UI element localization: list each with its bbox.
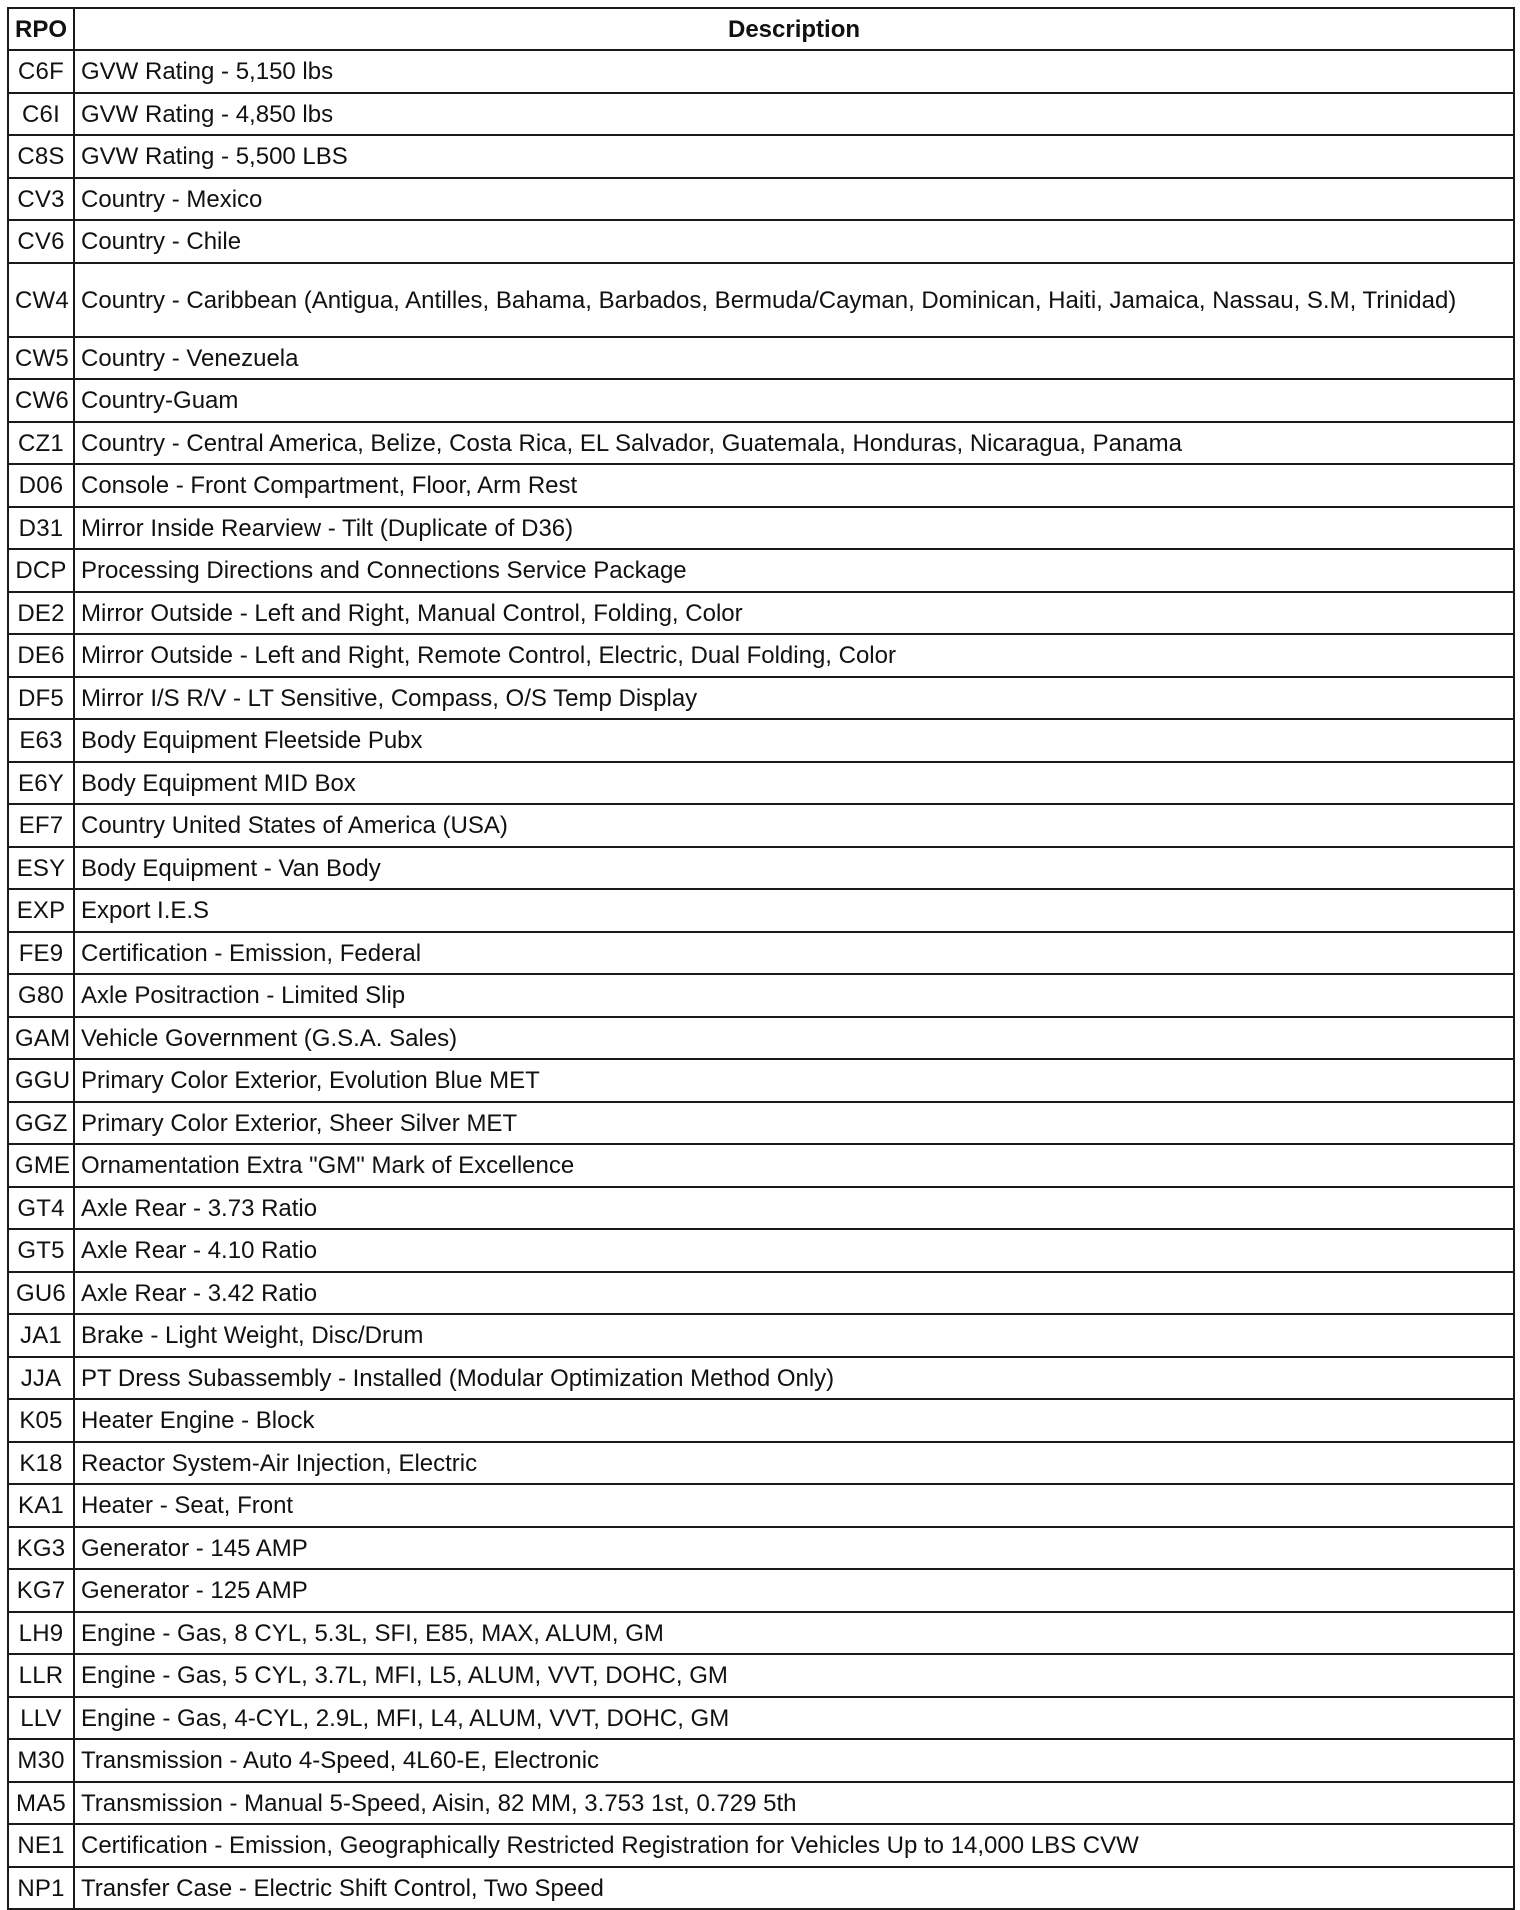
description-cell: Ornamentation Extra "GM" Mark of Excellence (74, 1144, 1514, 1187)
rpo-code-cell: FE9 (8, 932, 74, 975)
table-row (8, 1442, 1514, 1485)
description-cell: Engine - Gas, 8 CYL, 5.3L, SFI, E85, MAX, ALUM, GM (74, 1612, 1514, 1655)
rpo-code-cell: GGZ (8, 1102, 74, 1145)
description-cell: Country - Central America, Belize, Costa Rica, EL Salvador, Guatemala, Honduras, Nicaragua, Panama (74, 422, 1514, 465)
rpo-code-cell: M30 (8, 1739, 74, 1782)
description-cell: Transmission - Auto 4-Speed, 4L60-E, Electronic (74, 1739, 1514, 1782)
rpo-code-cell: K18 (8, 1442, 74, 1485)
rpo-code-cell: GGU (8, 1059, 74, 1102)
description-cell: Country - Chile (74, 220, 1514, 263)
rpo-code-cell: JJA (8, 1357, 74, 1400)
table-row (8, 178, 1514, 221)
description-cell: Body Equipment MID Box (74, 762, 1514, 805)
description-cell: Mirror Outside - Left and Right, Manual Control, Folding, Color (74, 592, 1514, 635)
description-cell: Transfer Case - Electric Shift Control, Two Speed (74, 1867, 1514, 1910)
rpo-code-cell: KG7 (8, 1569, 74, 1612)
description-cell: Engine - Gas, 5 CYL, 3.7L, MFI, L5, ALUM, VVT, DOHC, GM (74, 1654, 1514, 1697)
rpo-code-cell: G80 (8, 974, 74, 1017)
rpo-code-cell: D06 (8, 464, 74, 507)
rpo-code-cell: E63 (8, 719, 74, 762)
rpo-code-cell: C6I (8, 93, 74, 136)
table-row (8, 847, 1514, 890)
table-row (8, 220, 1514, 263)
rpo-code-cell: K05 (8, 1399, 74, 1442)
rpo-code-cell: GAM (8, 1017, 74, 1060)
description-cell: Engine - Gas, 4-CYL, 2.9L, MFI, L4, ALUM, VVT, DOHC, GM (74, 1697, 1514, 1740)
table-row (8, 1144, 1514, 1187)
table-row (8, 1314, 1514, 1357)
rpo-code-cell: CV3 (8, 178, 74, 221)
rpo-code-cell: DCP (8, 549, 74, 592)
description-cell: GVW Rating - 5,500 LBS (74, 135, 1514, 178)
table-row (8, 634, 1514, 677)
table-row (8, 379, 1514, 422)
rpo-code-cell: KG3 (8, 1527, 74, 1570)
table-row (8, 1569, 1514, 1612)
description-cell: Body Equipment - Van Body (74, 847, 1514, 890)
table-row (8, 549, 1514, 592)
rpo-code-cell: E6Y (8, 762, 74, 805)
rpo-code-cell: EF7 (8, 804, 74, 847)
rpo-code-cell: GT5 (8, 1229, 74, 1272)
description-cell: Primary Color Exterior, Evolution Blue MET (74, 1059, 1514, 1102)
table-row (8, 1399, 1514, 1442)
rpo-code-cell: LH9 (8, 1612, 74, 1655)
table-row (8, 1867, 1514, 1910)
rpo-table (7, 7, 1515, 1910)
description-cell: PT Dress Subassembly - Installed (Modular Optimization Method Only) (74, 1357, 1514, 1400)
rpo-code-cell: NE1 (8, 1824, 74, 1867)
table-row (8, 135, 1514, 178)
table-row (8, 1612, 1514, 1655)
description-cell: Primary Color Exterior, Sheer Silver MET (74, 1102, 1514, 1145)
rpo-code-cell: DE6 (8, 634, 74, 677)
rpo-code-cell: D31 (8, 507, 74, 550)
table-row (8, 1102, 1514, 1145)
table-row (8, 889, 1514, 932)
description-cell: Transmission - Manual 5-Speed, Aisin, 82 MM, 3.753 1st, 0.729 5th (74, 1782, 1514, 1825)
header-row (8, 8, 1514, 50)
rpo-code-cell: CZ1 (8, 422, 74, 465)
rpo-code-cell: LLV (8, 1697, 74, 1740)
rpo-code-sheet (7, 7, 1513, 1910)
description-cell: Brake - Light Weight, Disc/Drum (74, 1314, 1514, 1357)
description-cell: Reactor System-Air Injection, Electric (74, 1442, 1514, 1485)
rpo-code-cell: CW5 (8, 337, 74, 380)
column-header-rpo: RPO (8, 8, 74, 50)
description-cell: Console - Front Compartment, Floor, Arm Rest (74, 464, 1514, 507)
table-row (8, 464, 1514, 507)
description-cell: Mirror Outside - Left and Right, Remote Control, Electric, Dual Folding, Color (74, 634, 1514, 677)
rpo-code-cell: GU6 (8, 1272, 74, 1315)
table-row (8, 1357, 1514, 1400)
description-cell: Body Equipment Fleetside Pubx (74, 719, 1514, 762)
rpo-code-cell: C8S (8, 135, 74, 178)
description-cell: Vehicle Government (G.S.A. Sales) (74, 1017, 1514, 1060)
description-cell: Heater - Seat, Front (74, 1484, 1514, 1527)
description-cell: Processing Directions and Connections Service Package (74, 549, 1514, 592)
description-cell: Axle Rear - 3.42 Ratio (74, 1272, 1514, 1315)
description-cell: Generator - 125 AMP (74, 1569, 1514, 1612)
table-row (8, 932, 1514, 975)
description-cell: Certification - Emission, Federal (74, 932, 1514, 975)
rpo-code-cell: MA5 (8, 1782, 74, 1825)
table-row (8, 50, 1514, 93)
table-row (8, 762, 1514, 805)
table-row (8, 263, 1514, 337)
rpo-code-cell: CW4 (8, 263, 74, 337)
table-row (8, 1824, 1514, 1867)
description-cell: Heater Engine - Block (74, 1399, 1514, 1442)
table-row (8, 337, 1514, 380)
rpo-code-cell: C6F (8, 50, 74, 93)
table-row (8, 1187, 1514, 1230)
rpo-code-cell: EXP (8, 889, 74, 932)
description-cell: Generator - 145 AMP (74, 1527, 1514, 1570)
rpo-code-cell: GME (8, 1144, 74, 1187)
rpo-code-cell: JA1 (8, 1314, 74, 1357)
table-row (8, 1229, 1514, 1272)
table-row (8, 592, 1514, 635)
description-cell: GVW Rating - 4,850 lbs (74, 93, 1514, 136)
table-row (8, 677, 1514, 720)
table-row (8, 1484, 1514, 1527)
description-cell: Export I.E.S (74, 889, 1514, 932)
rpo-code-cell: ESY (8, 847, 74, 890)
rpo-code-cell: DE2 (8, 592, 74, 635)
description-cell: Axle Rear - 3.73 Ratio (74, 1187, 1514, 1230)
table-row (8, 719, 1514, 762)
table-row (8, 1017, 1514, 1060)
rpo-code-cell: LLR (8, 1654, 74, 1697)
description-cell: Certification - Emission, Geographically Restricted Registration for Vehicles Up to 14,000 LBS CVW (74, 1824, 1514, 1867)
rpo-code-cell: DF5 (8, 677, 74, 720)
table-row (8, 1654, 1514, 1697)
description-cell: Axle Rear - 4.10 Ratio (74, 1229, 1514, 1272)
description-cell: Axle Positraction - Limited Slip (74, 974, 1514, 1017)
rpo-code-cell: CW6 (8, 379, 74, 422)
rpo-code-cell: NP1 (8, 1867, 74, 1910)
description-cell: Mirror Inside Rearview - Tilt (Duplicate of D36) (74, 507, 1514, 550)
description-cell: Mirror I/S R/V - LT Sensitive, Compass, O/S Temp Display (74, 677, 1514, 720)
rpo-code-cell: KA1 (8, 1484, 74, 1527)
table-row (8, 93, 1514, 136)
description-cell: Country - Venezuela (74, 337, 1514, 380)
table-row (8, 507, 1514, 550)
table-row (8, 422, 1514, 465)
table-row (8, 1782, 1514, 1825)
description-cell: Country - Caribbean (Antigua, Antilles, Bahama, Barbados, Bermuda/Cayman, Dominican, Haiti, Jamaica, Nassau, S.M, Trinidad) (74, 263, 1514, 337)
table-row (8, 1272, 1514, 1315)
description-cell: Country - Mexico (74, 178, 1514, 221)
rpo-code-cell: CV6 (8, 220, 74, 263)
table-row (8, 1059, 1514, 1102)
table-row (8, 974, 1514, 1017)
description-cell: Country United States of America (USA) (74, 804, 1514, 847)
table-row (8, 1697, 1514, 1740)
description-cell: Country-Guam (74, 379, 1514, 422)
description-cell: GVW Rating - 5,150 lbs (74, 50, 1514, 93)
table-row (8, 804, 1514, 847)
column-header-description: Description (74, 8, 1514, 50)
rpo-code-cell: GT4 (8, 1187, 74, 1230)
table-row (8, 1739, 1514, 1782)
table-row (8, 1527, 1514, 1570)
